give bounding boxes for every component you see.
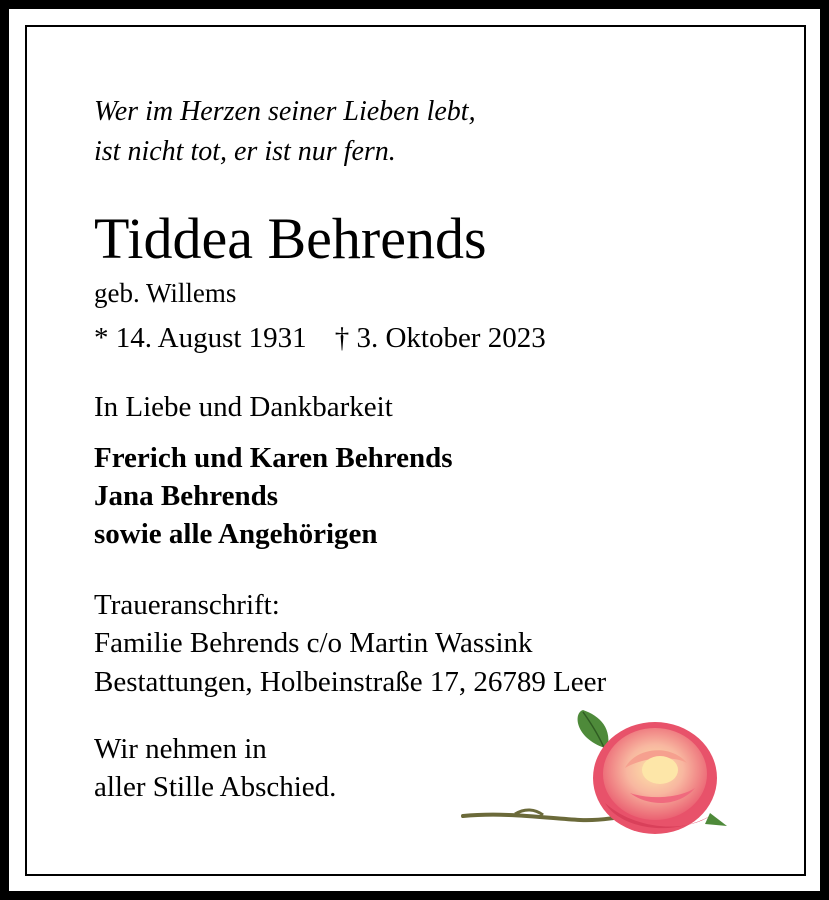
closing-line: aller Stille Abschied.: [94, 771, 337, 803]
rose-icon: [455, 708, 740, 848]
address-label: Traueranschrift:: [94, 589, 280, 621]
quote-line-2: ist nicht tot, er ist nur fern.: [94, 136, 396, 167]
intro-text: In Liebe und Dankbarkeit: [94, 391, 393, 423]
life-dates: [94, 324, 546, 353]
death-date: † 3. Oktober 2023: [334, 322, 546, 354]
address-line: Familie Behrends c/o Martin Wassink: [94, 627, 533, 659]
quote-line-1: Wer im Herzen seiner Lieben lebt,: [94, 96, 476, 127]
birth-name: geb. Willems: [94, 278, 237, 308]
mourner-line: sowie alle Angehörigen: [94, 518, 378, 550]
address-line: Bestattungen, Holbeinstraße 17, 26789 Leer: [94, 666, 607, 698]
deceased-name: Tiddea Behrends: [94, 206, 487, 271]
closing-line: Wir nehmen in: [94, 733, 267, 765]
birth-date: * 14. August 1931: [94, 322, 307, 354]
mourner-line: Jana Behrends: [94, 480, 278, 512]
mourner-line: Frerich und Karen Behrends: [94, 442, 453, 474]
